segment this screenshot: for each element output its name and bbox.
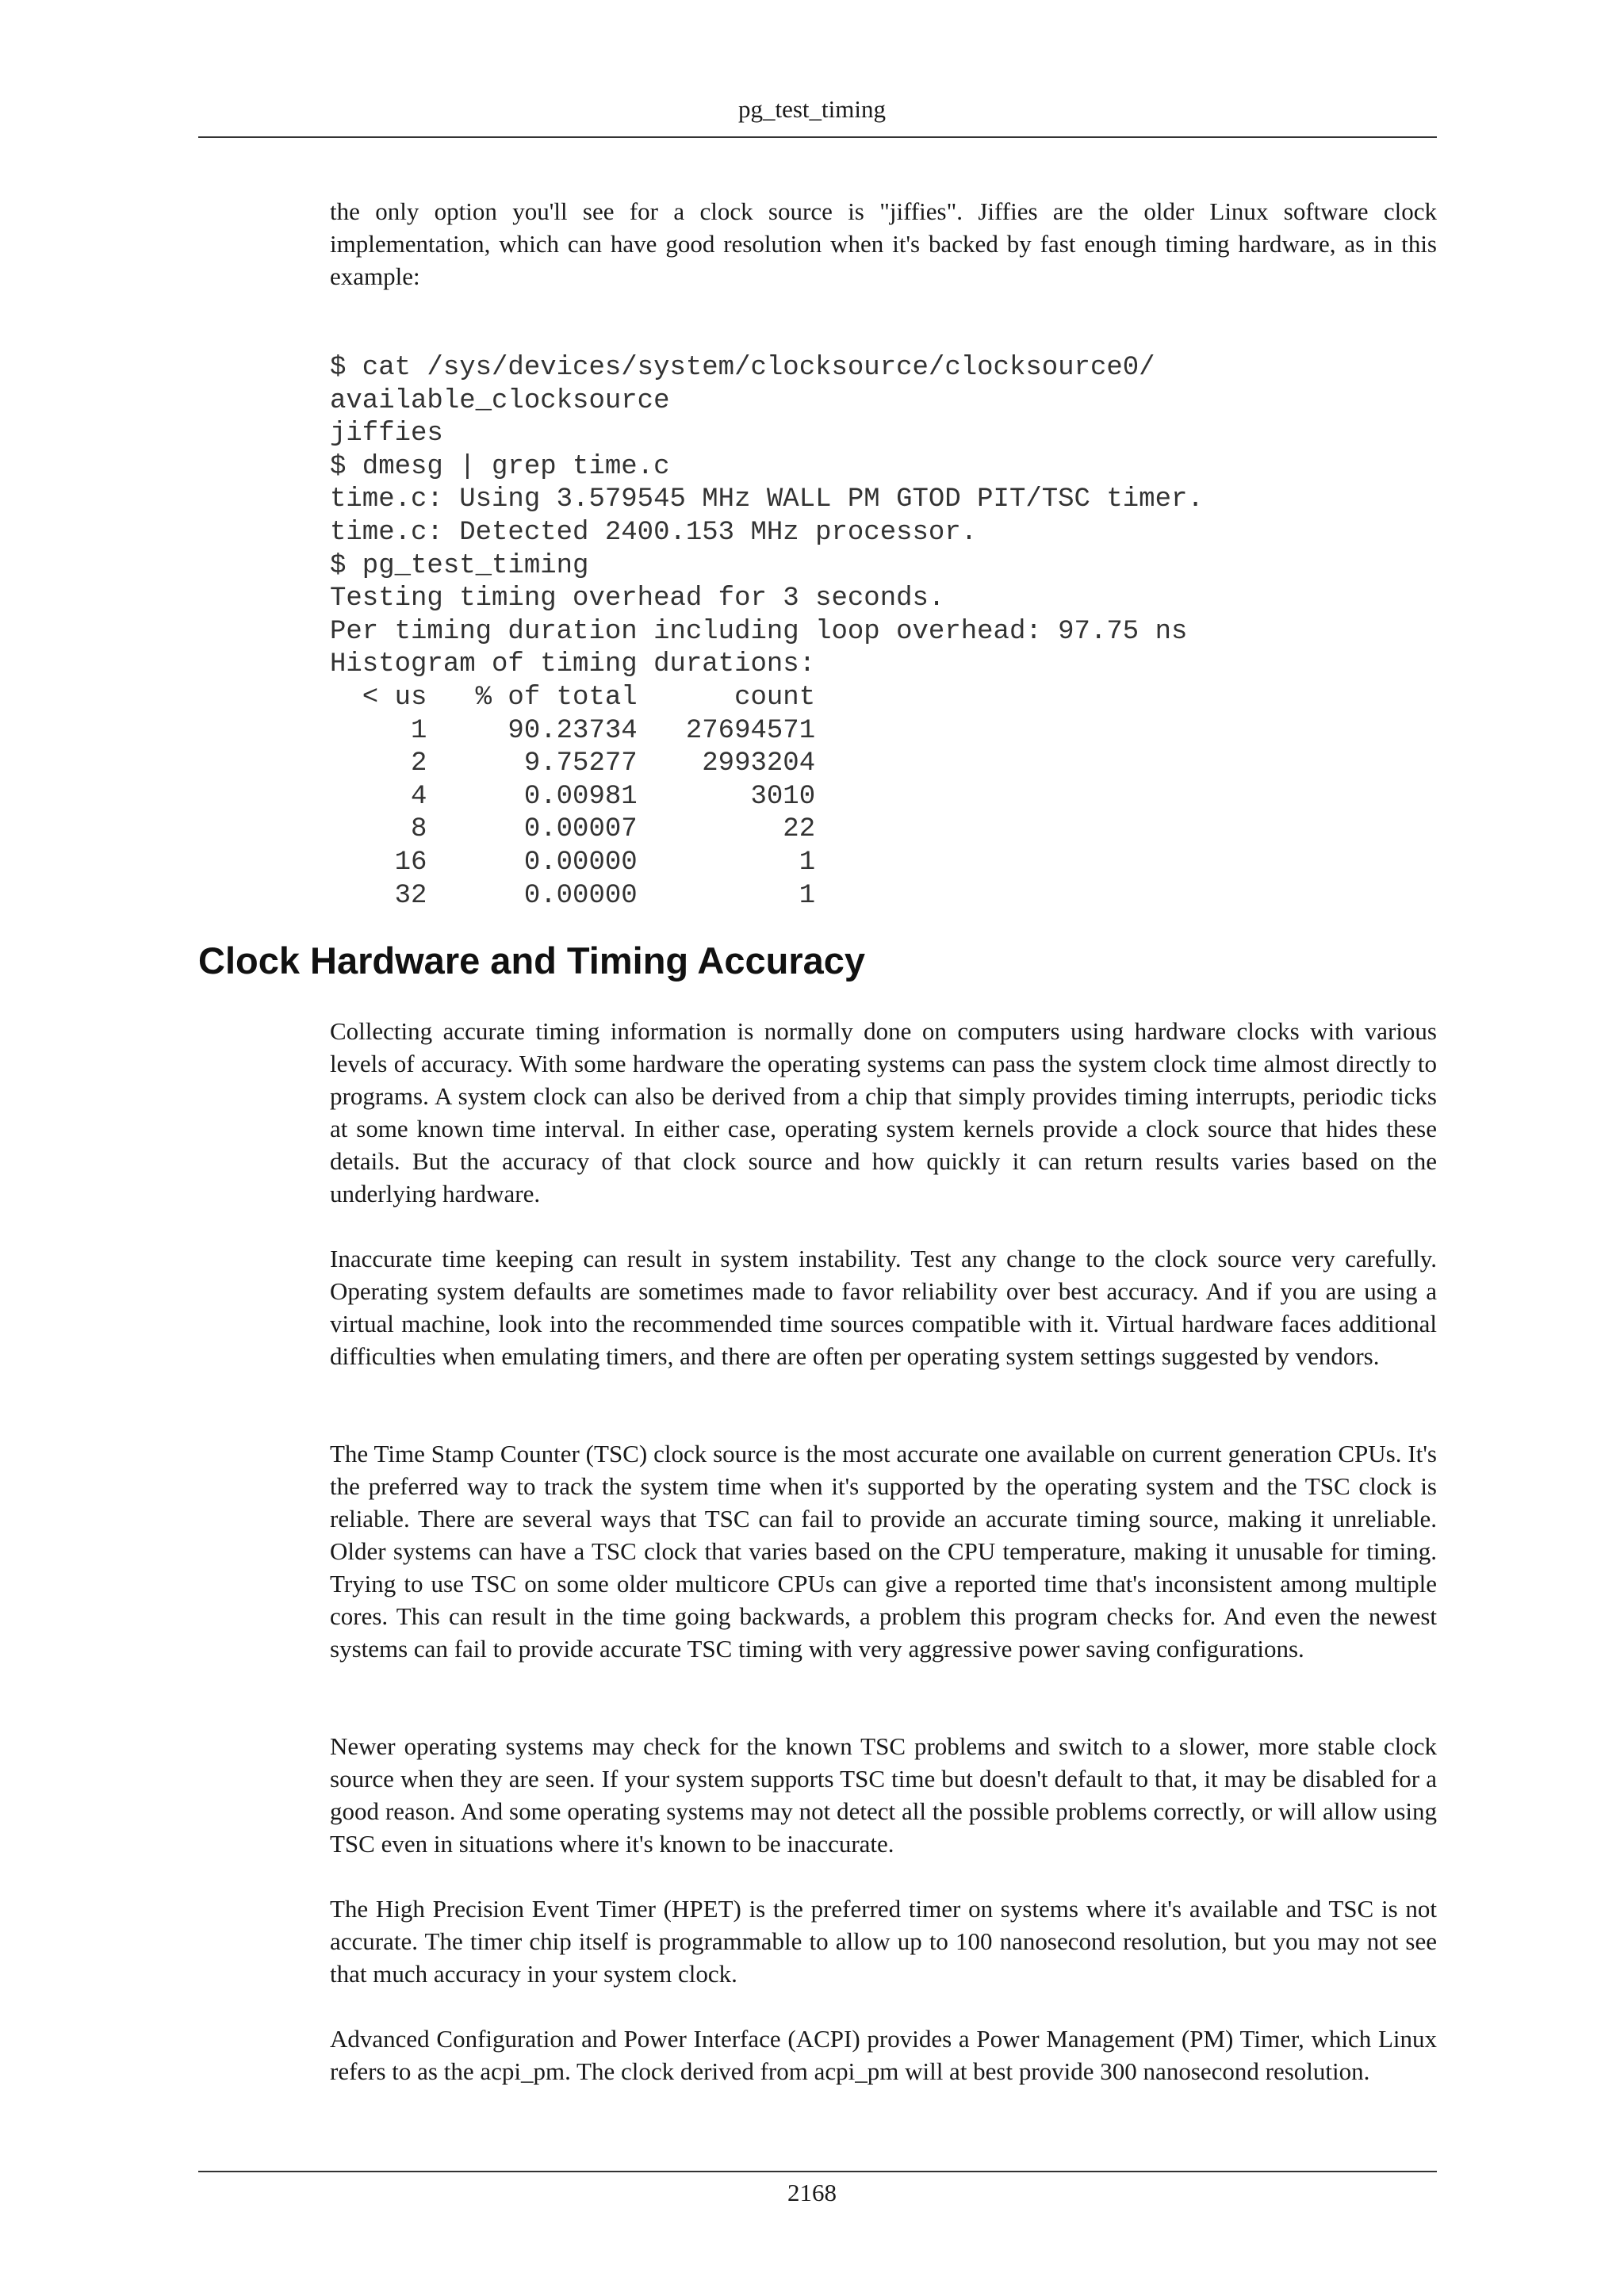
histogram-row: 4 0.00981 3010 (330, 781, 816, 812)
code-line: jiffies (330, 419, 443, 450)
code-line: available_clocksource (330, 385, 670, 416)
page-header-title: pg_test_timing (738, 95, 886, 123)
code-line: $ cat /sys/devices/system/clocksource/clocksource0/ (330, 353, 1155, 383)
code-line: Histogram of timing durations: (330, 649, 816, 680)
intro-block (330, 195, 1437, 293)
section-heading: Clock Hardware and Timing Accuracy (198, 939, 866, 982)
body-paragraph: Inaccurate time keeping can result in system instability. Test any change to the clock source very carefully. Operating system defaults are sometimes made to favor reliability over best accuracy. And if you are using a virtual machine, look into the recommended time sources compatible with it. Virtual hardware faces additional difficulties when emulating timers, and there are often per operating system settings suggested by vendors. (330, 1245, 1437, 1370)
histogram-row: 32 0.00000 1 (330, 880, 816, 911)
code-line: time.c: Detected 2400.153 MHz processor. (330, 517, 978, 548)
intro-paragraph: the only option you'll see for a clock source is "jiffies". Jiffies are the older Linux software clock implementation, which can have good resolution when it's backed by fast enough timing hardware, as in this example: (330, 197, 1437, 290)
histogram-row: 1 90.23734 27694571 (330, 715, 816, 746)
histogram-header-row: < us % of total count (330, 682, 816, 713)
section-paragraph-3 (330, 1437, 1437, 1665)
footer-divider (198, 2171, 1437, 2172)
code-line: $ pg_test_timing (330, 550, 589, 581)
histogram-row: 16 0.00000 1 (330, 847, 816, 878)
section-paragraph-6 (330, 2022, 1437, 2087)
body-paragraph: Newer operating systems may check for the known TSC problems and switch to a slower, more stable clock source when they are seen. If your system supports TSC time but doesn't default to that, it may be disabled for a good reason. And some operating systems may not detect all the possible problems correctly, or will allow using TSC even in situations where it's known to be inaccurate. (330, 1732, 1437, 1858)
body-paragraph: Advanced Configuration and Power Interface (ACPI) provides a Power Management (PM) Timer, which Linux refers to as the acpi_pm. The clock derived from acpi_pm will at best provide 300 nanosecond resolution. (330, 2025, 1437, 2085)
section-paragraph-2 (330, 1242, 1437, 1372)
header-divider (198, 136, 1437, 138)
page-number: 2168 (787, 2179, 837, 2206)
code-line: Testing timing overhead for 3 seconds. (330, 584, 945, 614)
section-paragraph-4 (330, 1730, 1437, 1860)
section-paragraph-1 (330, 1015, 1437, 1210)
code-example (330, 352, 1204, 913)
body-paragraph: Collecting accurate timing information is normally done on computers using hardware clocks with various levels of accuracy. With some hardware the operating systems can pass the system clock time almost directly to programs. A system clock can also be derived from a chip that simply provides timing interrupts, periodic ticks at some known time interval. In either case, operating system kernels provide a clock source that hides these details. But the accuracy of that clock source and how quickly it can return results varies based on the underlying hardware. (330, 1017, 1437, 1207)
body-paragraph: The High Precision Event Timer (HPET) is the preferred timer on systems where it's available and TSC is not accurate. The timer chip itself is programmable to allow up to 100 nanosecond resolution, but you may not see that much accuracy in your system clock. (330, 1895, 1437, 1988)
body-paragraph: The Time Stamp Counter (TSC) clock source is the most accurate one available on current generation CPUs. It's the preferred way to track the system time when it's supported by the operating system and the TSC clock is reliable. There are several ways that TSC can fail to provide an accurate timing source, making it unreliable. Older systems can have a TSC clock that varies based on the CPU temperature, making it unusable for timing. Trying to use TSC on some older multicore CPUs can give a reported time that's inconsistent among multiple cores. This can result in the time going backwards, a problem this program checks for. And even the newest systems can fail to provide accurate TSC timing with very aggressive power saving configurations. (330, 1440, 1437, 1663)
section-paragraph-5 (330, 1892, 1437, 1990)
code-line: time.c: Using 3.579545 MHz WALL PM GTOD PIT/TSC timer. (330, 484, 1204, 515)
histogram-row: 8 0.00007 22 (330, 814, 816, 845)
code-line: $ dmesg | grep time.c (330, 451, 670, 482)
code-line: Per timing duration including loop overhead: 97.75 ns (330, 616, 1188, 647)
histogram-row: 2 9.75277 2993204 (330, 748, 816, 779)
